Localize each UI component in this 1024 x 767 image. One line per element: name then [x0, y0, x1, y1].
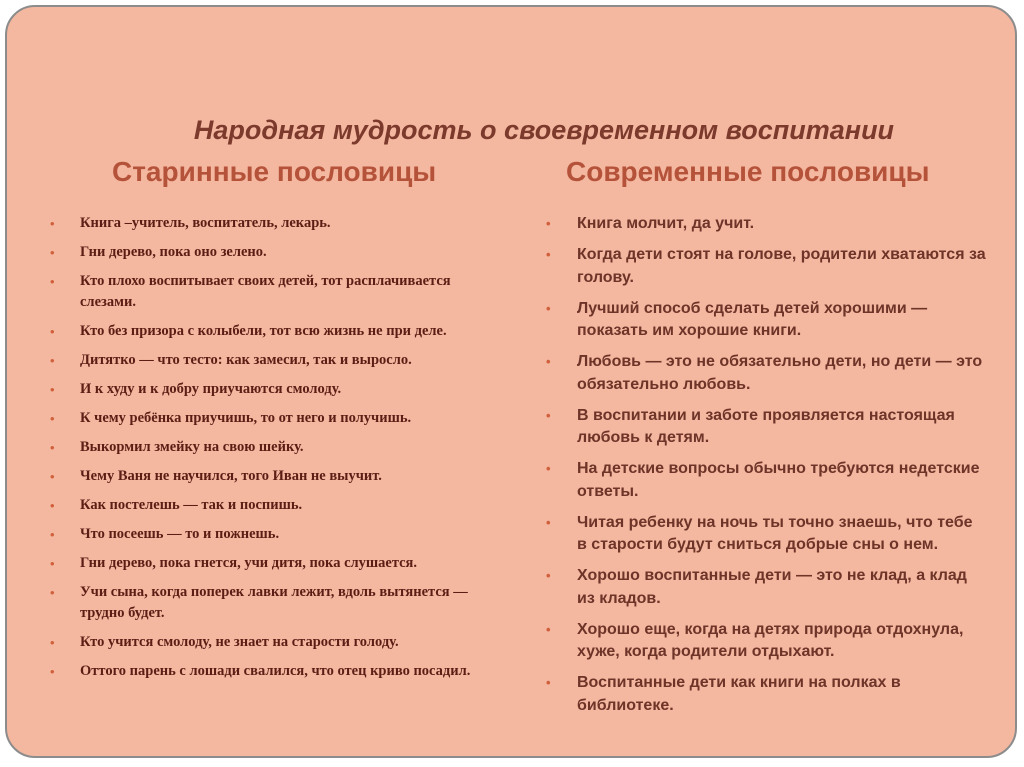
proverb-text: Кто без призора с колыбели, тот всю жизнь не при деле. — [80, 323, 447, 339]
bullet-icon: • — [546, 407, 551, 423]
list-item — [546, 672, 986, 717]
list-item — [546, 244, 986, 289]
list-item — [50, 632, 490, 653]
proverb-text: Оттого парень с лошади свалился, что отец криво посадил. — [80, 663, 471, 679]
proverb-text: Когда дети стоят на голове, родители хватаются за голову. — [577, 246, 986, 286]
bullet-icon: • — [50, 411, 55, 426]
bullet-icon: • — [50, 353, 55, 368]
list-item — [50, 582, 490, 624]
bullet-icon: • — [50, 274, 55, 289]
bullet-icon: • — [50, 216, 55, 231]
list-item — [546, 405, 986, 450]
bullet-icon: • — [50, 664, 55, 679]
left-column-heading: Старинные пословицы — [112, 156, 437, 187]
proverb-text: Выкормил змейку на свою шейку. — [80, 439, 304, 455]
modern-proverbs-list — [546, 213, 986, 726]
list-item — [50, 661, 490, 682]
slide-title: Народная мудрость о своевременном воспитании — [193, 115, 895, 145]
list-item — [50, 495, 490, 516]
proverb-text: Что посеешь — то и пожнешь. — [80, 526, 280, 542]
bullet-icon: • — [50, 556, 55, 571]
bullet-icon: • — [546, 461, 551, 476]
list-item — [50, 271, 490, 313]
bullet-icon: • — [546, 300, 551, 316]
bullet-icon: • — [50, 324, 55, 339]
bullet-icon: • — [50, 440, 55, 455]
bullet-icon: • — [50, 382, 55, 397]
proverb-text: Лучший способ сделать детей хорошими — показать им хорошие книги. — [577, 299, 928, 339]
proverb-text: На детские вопросы обычно требуются недетские ответы. — [577, 460, 980, 500]
list-item — [546, 298, 986, 343]
list-item — [50, 466, 490, 487]
bullet-icon: • — [50, 635, 55, 650]
bullet-icon: • — [546, 216, 551, 231]
list-item — [546, 351, 986, 396]
proverb-text: Хорошо еще, когда на детях природа отдохнула, хуже, когда родители отдыхают. — [577, 620, 964, 660]
proverb-text: Чему Ваня не научился, того Иван не выучит. — [80, 468, 382, 484]
list-item — [50, 437, 490, 458]
proverb-text: Дитятко — что тесто: как замесил, так и выросло. — [80, 352, 412, 368]
list-item — [546, 565, 986, 610]
list-item — [50, 350, 490, 371]
bullet-icon: • — [546, 247, 551, 262]
proverb-text: Книга молчит, да учит. — [577, 215, 755, 232]
proverb-text: И к худу и к добру приучаются смолоду. — [80, 381, 342, 397]
proverb-text: Кто плохо воспитывает своих детей, тот расплачивается слезами. — [80, 273, 451, 310]
list-item — [50, 553, 490, 574]
list-item — [546, 619, 986, 664]
list-item — [546, 458, 986, 503]
old-proverbs-list — [50, 213, 490, 690]
proverb-text: Книга –учитель, воспитатель, лекарь. — [80, 215, 331, 231]
proverb-text: Хорошо воспитанные дети — это не клад, а клад из кладов. — [577, 567, 967, 607]
list-item — [50, 408, 490, 429]
list-item — [50, 524, 490, 545]
proverb-text: Кто учится смолоду, не знает на старости голоду. — [80, 634, 399, 650]
proverb-text: В воспитании и заботе проявляется настоящая любовь к детям. — [577, 406, 955, 446]
proverb-text: Любовь — это не обязательно дети, но дети — это обязательно любовь. — [577, 353, 983, 393]
bullet-icon: • — [546, 354, 551, 369]
proverb-text: Воспитанные дети как книги на полках в библиотеке. — [577, 674, 901, 714]
bullet-icon: • — [50, 585, 55, 600]
right-column-heading: Современные пословицы — [566, 156, 930, 187]
bullet-icon: • — [546, 621, 551, 637]
list-item — [50, 242, 490, 263]
list-item — [546, 213, 986, 236]
list-item — [50, 379, 490, 400]
proverb-text: Гни дерево, пока гнется, учи дитя, пока слушается. — [80, 555, 418, 571]
list-item — [50, 321, 490, 342]
bullet-icon: • — [546, 675, 551, 690]
bullet-icon: • — [50, 245, 55, 260]
list-item — [50, 213, 490, 234]
proverb-text: К чему ребёнка приучишь, то от него и получишь. — [80, 410, 412, 426]
bullet-icon: • — [546, 514, 551, 530]
bullet-icon: • — [546, 568, 551, 583]
bullet-icon: • — [50, 469, 55, 484]
proverb-text: Гни дерево, пока оно зелено. — [80, 244, 267, 260]
bullet-icon: • — [50, 498, 55, 513]
list-item — [546, 512, 986, 557]
proverb-text: Как постелешь — так и поспишь. — [80, 497, 303, 513]
proverb-text: Учи сына, когда поперек лавки лежит, вдоль вытянется — трудно будет. — [80, 584, 468, 621]
bullet-icon: • — [50, 527, 55, 542]
proverb-text: Читая ребенку на ночь ты точно знаешь, что тебе в старости будут сниться добрые сны о нем. — [577, 513, 973, 553]
